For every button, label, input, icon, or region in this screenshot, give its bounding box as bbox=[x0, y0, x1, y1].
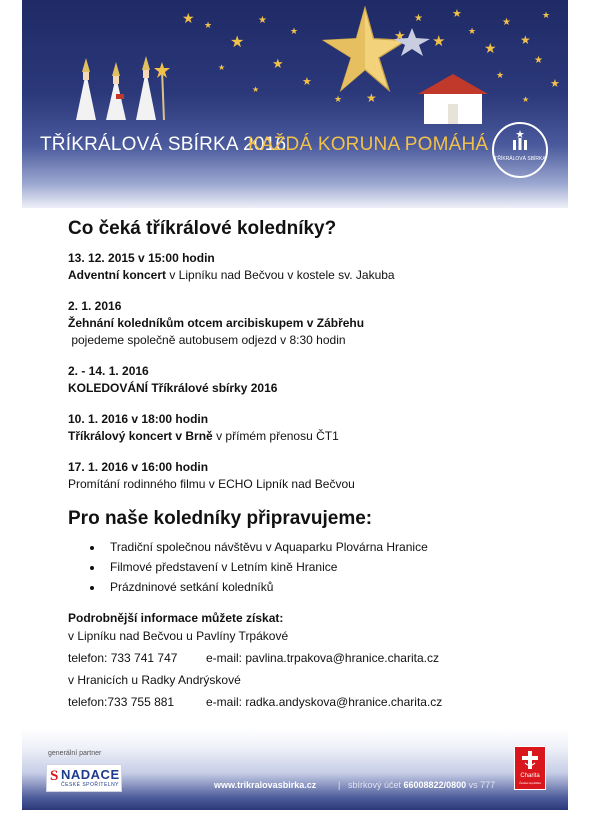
nadace-logo bbox=[46, 764, 122, 792]
banner-title: TŘÍKRÁLOVÁ SBÍRKA 2016 bbox=[40, 134, 287, 155]
account-label: sbírkový účet bbox=[348, 780, 404, 790]
event-detail: v přímém přenosu ČT1 bbox=[212, 429, 339, 443]
star-icon: ★ bbox=[432, 32, 446, 50]
prepare-list bbox=[68, 537, 548, 597]
event-date: 13. 12. 2015 v 15:00 hodin bbox=[68, 251, 215, 265]
sbirka-logo-badge bbox=[492, 122, 548, 178]
event-detail: v Lipníku nad Bečvou v kostele sv. Jakuba bbox=[166, 268, 395, 282]
contact-place: v Lipníku nad Bečvou u Pavlíny Trpákové bbox=[68, 629, 289, 643]
account-number: 66008822/0800 bbox=[403, 780, 467, 790]
star-icon: ★ bbox=[394, 29, 406, 44]
info-heading: Podrobnější informace můžete získat: bbox=[68, 611, 284, 625]
account-vs: vs 777 bbox=[466, 780, 496, 790]
footer-website-link[interactable]: www.trikralovasbirka.cz bbox=[214, 780, 317, 790]
event-item bbox=[68, 363, 548, 397]
contact-place: v Hranicích u Radky Andrýskové bbox=[68, 673, 241, 687]
star-icon: ★ bbox=[414, 13, 423, 24]
star-icon: ★ bbox=[272, 57, 284, 72]
charita-name: Charita bbox=[520, 773, 540, 779]
star-icon: ★ bbox=[258, 15, 267, 26]
charita-subtitle: Česká republika bbox=[519, 781, 541, 785]
small-star-icon bbox=[392, 28, 432, 56]
section-heading-events: Co čeká tříkrálové koledníky? bbox=[68, 218, 337, 239]
footer-bar bbox=[22, 728, 568, 810]
house-icon bbox=[414, 72, 492, 124]
contact-email[interactable]: e-mail: radka.andyskova@hranice.charita.cz bbox=[206, 695, 443, 709]
star-icon: ★ bbox=[334, 95, 343, 105]
star-icon: ★ bbox=[182, 11, 195, 27]
contact-line bbox=[68, 691, 548, 713]
event-item bbox=[68, 459, 548, 493]
partner-subtitle: ČESKÉ SPOŘITELNY bbox=[61, 782, 120, 788]
charita-logo bbox=[514, 746, 546, 790]
event-description bbox=[68, 267, 548, 284]
list-item: • Tradiční společnou návštěvu v Aquaparku Plovárna Hranice bbox=[104, 537, 548, 557]
star-icon: ★ bbox=[452, 7, 462, 20]
event-item bbox=[68, 250, 548, 284]
partner-label: generální partner bbox=[48, 750, 102, 757]
star-icon: ★ bbox=[542, 11, 551, 21]
event-item bbox=[68, 298, 548, 349]
event-date: 2. - 14. 1. 2016 bbox=[68, 364, 149, 378]
contact-email[interactable]: e-mail: pavlina.trpakova@hranice.charita.cz bbox=[206, 651, 439, 665]
star-icon: ★ bbox=[550, 77, 560, 90]
star-icon: ★ bbox=[502, 17, 511, 28]
list-item: • Prázdninové setkání koledníků bbox=[104, 577, 548, 597]
header-banner bbox=[22, 0, 568, 208]
event-description: Promítání rodinného filmu v ECHO Lipník nad Bečvou bbox=[68, 477, 355, 491]
star-icon: ★ bbox=[484, 41, 497, 57]
contact-phone: telefon: 733 741 747 bbox=[68, 651, 178, 665]
star-icon: ★ bbox=[302, 75, 312, 88]
three-kings-illustration bbox=[72, 50, 172, 120]
star-icon: ★ bbox=[230, 32, 245, 51]
main-content bbox=[68, 217, 548, 713]
contact-line bbox=[68, 647, 548, 669]
footer-separator: | bbox=[338, 780, 341, 790]
banner-slogan: KAŽDÁ KORUNA POMÁHÁ bbox=[248, 134, 489, 155]
event-title: Žehnání koledníkům otcem arcibiskupem v Zábřehu bbox=[68, 316, 365, 330]
badge-text: TŘÍKRÁLOVÁ SBÍRKA bbox=[494, 156, 546, 162]
section-heading-prepare: Pro naše koledníky připravujeme: bbox=[68, 508, 373, 529]
event-date: 10. 1. 2016 v 18:00 hodin bbox=[68, 412, 209, 426]
event-description bbox=[68, 428, 548, 445]
event-date: 17. 1. 2016 v 16:00 hodin bbox=[68, 460, 209, 474]
event-title: Adventní koncert bbox=[68, 268, 167, 282]
list-item: • Filmové představení v Letním kině Hranice bbox=[104, 557, 548, 577]
star-icon: ★ bbox=[204, 21, 213, 31]
event-description bbox=[68, 380, 548, 397]
event-title: Tříkrálový koncert v Brně bbox=[68, 429, 213, 443]
star-icon: ★ bbox=[366, 91, 377, 105]
star-icon: ★ bbox=[252, 85, 260, 94]
partner-name: NADACE bbox=[61, 767, 120, 782]
event-description bbox=[68, 315, 548, 332]
crown-star-icon bbox=[508, 130, 532, 154]
nadace-s-icon: S bbox=[50, 768, 59, 784]
star-icon: ★ bbox=[534, 55, 543, 66]
event-date: 2. 1. 2016 bbox=[68, 299, 122, 313]
star-icon: ★ bbox=[218, 63, 226, 72]
contact-phone: telefon:733 755 881 bbox=[68, 695, 175, 709]
event-detail: pojedeme společně autobusem odjezd v 8:30 hodin bbox=[68, 333, 346, 347]
star-icon: ★ bbox=[290, 27, 299, 37]
star-icon: ★ bbox=[496, 71, 505, 81]
event-item bbox=[68, 411, 548, 445]
charita-cross-icon bbox=[522, 751, 538, 769]
star-icon: ★ bbox=[520, 33, 531, 47]
star-icon: ★ bbox=[522, 95, 530, 104]
event-title: KOLEDOVÁNÍ Tříkrálové sbírky 2016 bbox=[68, 381, 278, 395]
footer-account bbox=[348, 780, 495, 790]
star-icon: ★ bbox=[468, 27, 477, 37]
